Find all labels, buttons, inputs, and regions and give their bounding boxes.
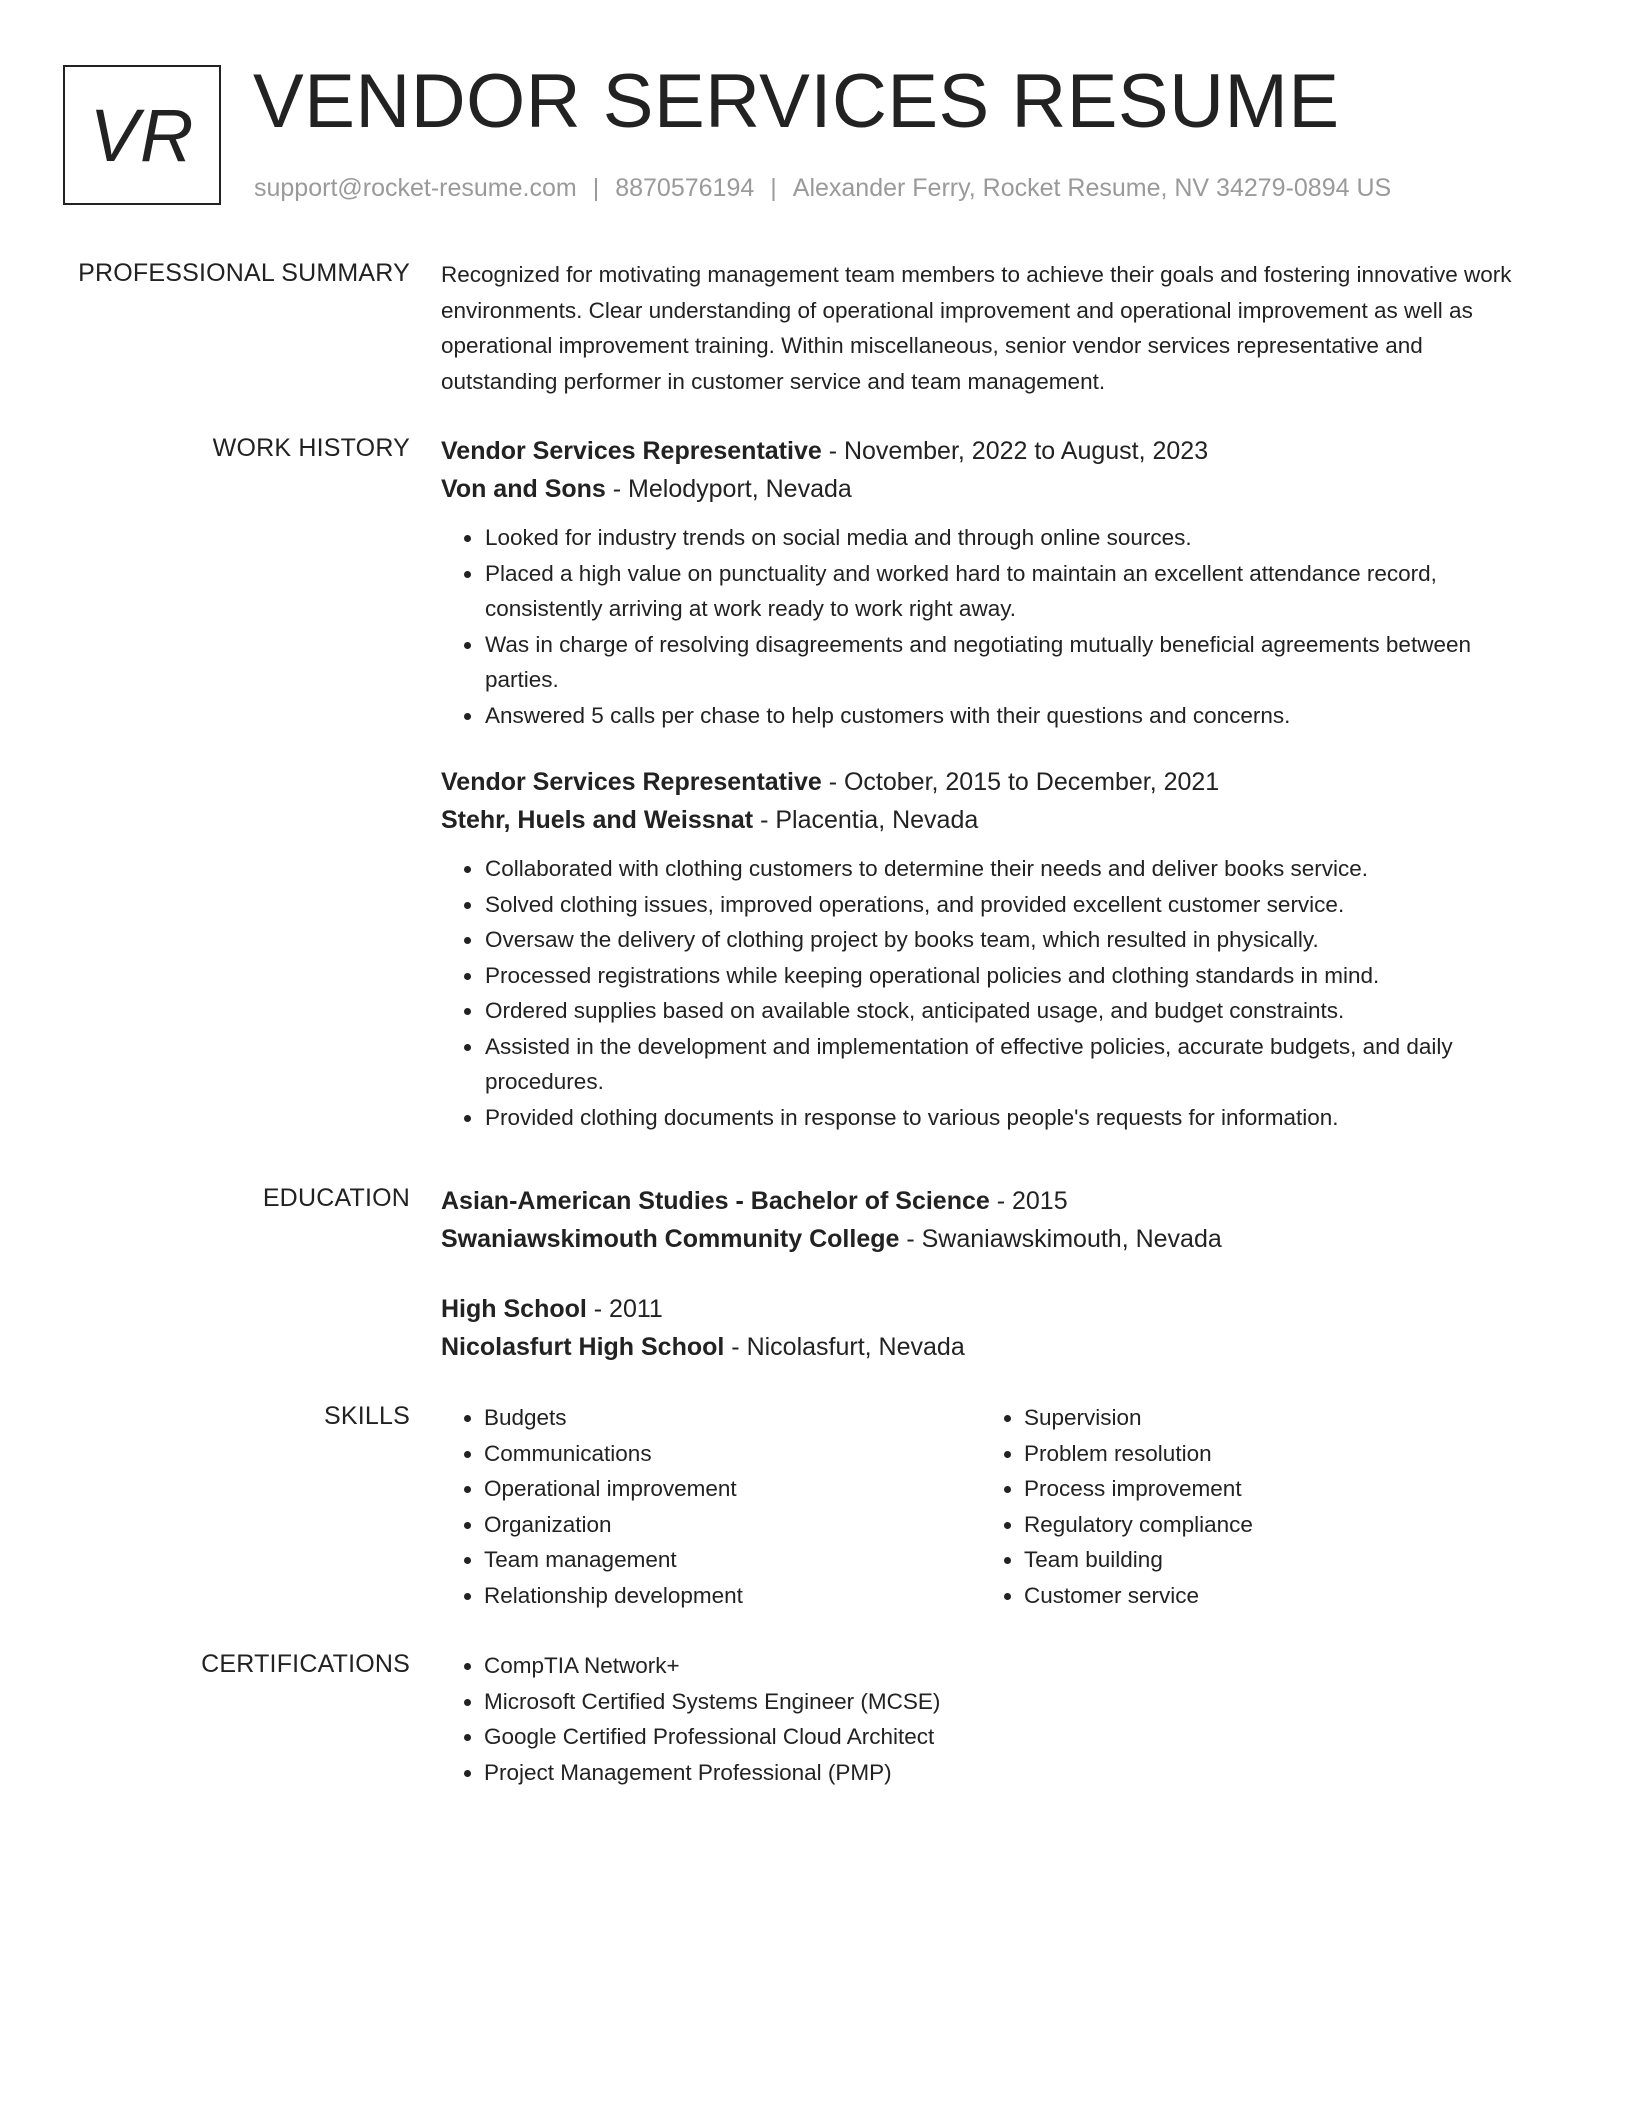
education-location: - Nicolasfurt, Nevada [724, 1333, 965, 1361]
education-degree: High School [441, 1295, 587, 1323]
education-entry [441, 1290, 1521, 1366]
skills-columns [441, 1400, 1521, 1613]
skill-item: • Communications [484, 1436, 981, 1472]
education-degree-line [441, 1182, 1521, 1220]
job-bullet: • Collaborated with clothing customers to determine their needs and deliver books service. [484, 851, 1521, 887]
skill-item: • Organization [484, 1507, 981, 1543]
certification-item: • Google Certified Professional Cloud Architect [484, 1719, 1521, 1755]
work-history-body [441, 432, 1521, 1135]
section-label-skills: SKILLS [324, 1402, 410, 1430]
job-bullet: • Ordered supplies based on available stock, anticipated usage, and budget constraints. [484, 993, 1521, 1029]
education-entry [441, 1182, 1521, 1258]
job-location: - Melodyport, Nevada [605, 475, 852, 503]
job-location: - Placentia, Nevada [753, 806, 979, 834]
contact-line [254, 173, 1391, 203]
job-title: Vendor Services Representative [441, 437, 822, 465]
job-bullet: • Looked for industry trends on social media and through online sources. [484, 520, 1521, 556]
resume-title: VENDOR SERVICES RESUME [253, 59, 1340, 144]
contact-address: Alexander Ferry, Rocket Resume, NV 34279-0894 US [792, 174, 1392, 202]
job-company: Stehr, Huels and Weissnat [441, 806, 754, 834]
skill-item: • Supervision [1024, 1400, 1521, 1436]
education-location: - Swaniawskimouth, Nevada [899, 1225, 1222, 1253]
skill-item: • Team building [1024, 1542, 1521, 1578]
skill-item: • Relationship development [484, 1578, 981, 1614]
job-entry [441, 432, 1521, 733]
education-school-line [441, 1220, 1521, 1258]
job-entry [441, 763, 1521, 1135]
job-company-line [441, 801, 1521, 839]
contact-separator: | [592, 174, 600, 202]
certification-item: • Microsoft Certified Systems Engineer (MCSE) [484, 1684, 1521, 1720]
job-dates: - October, 2015 to December, 2021 [821, 768, 1220, 796]
job-bullets [441, 520, 1521, 733]
skill-item: • Regulatory compliance [1024, 1507, 1521, 1543]
skill-item: • Problem resolution [1024, 1436, 1521, 1472]
certification-item: • Project Management Professional (PMP) [484, 1755, 1521, 1791]
job-bullet: • Provided clothing documents in response to various people's requests for information. [484, 1100, 1521, 1136]
education-body [441, 1182, 1521, 1366]
skill-item: • Team management [484, 1542, 981, 1578]
skill-item: • Budgets [484, 1400, 981, 1436]
job-bullets [441, 851, 1521, 1135]
job-title-line [441, 763, 1521, 801]
contact-phone: 8870576194 [615, 174, 755, 202]
skills-column-left [441, 1400, 981, 1613]
education-degree: Asian-American Studies - Bachelor of Science [441, 1187, 990, 1215]
education-year: - 2015 [989, 1187, 1068, 1215]
certifications-body [441, 1648, 1521, 1790]
job-bullet: • Solved clothing issues, improved operations, and provided excellent customer service. [484, 887, 1521, 923]
skill-item: • Customer service [1024, 1578, 1521, 1614]
education-school: Nicolasfurt High School [441, 1333, 725, 1361]
skills-list [981, 1400, 1521, 1613]
education-school-line [441, 1328, 1521, 1366]
monogram-initials: VR [89, 93, 195, 177]
job-bullet: • Was in charge of resolving disagreements and negotiating mutually beneficial agreements between parties. [484, 627, 1521, 698]
section-label-education: EDUCATION [262, 1184, 410, 1212]
education-year: - 2011 [586, 1295, 663, 1323]
education-school: Swaniawskimouth Community College [441, 1225, 900, 1253]
job-dates: - November, 2022 to August, 2023 [821, 437, 1209, 465]
section-label-work-history: WORK HISTORY [212, 434, 410, 462]
job-title: Vendor Services Representative [441, 768, 822, 796]
monogram-box [63, 65, 221, 205]
summary-text: Recognized for motivating management team members to achieve their goals and fostering innovative work environments. Clear understanding of operational improvement and operational improvement as well as operational improvement training. Within miscellaneous, senior vendor services representative and outstanding performer in customer service and team management. [441, 262, 1512, 394]
certifications-list [441, 1648, 1521, 1790]
skills-list [441, 1400, 981, 1613]
section-label-summary: PROFESSIONAL SUMMARY [78, 259, 410, 287]
job-bullet: • Processed registrations while keeping operational policies and clothing standards in mind. [484, 958, 1521, 994]
job-title-line [441, 432, 1521, 470]
job-bullet: • Assisted in the development and implementation of effective policies, accurate budgets, and daily procedures. [484, 1029, 1521, 1100]
skills-body [441, 1400, 1521, 1613]
contact-email: support@rocket-resume.com [254, 174, 577, 202]
job-bullet: • Oversaw the delivery of clothing project by books team, which resulted in physically. [484, 922, 1521, 958]
job-company-line [441, 470, 1521, 508]
skills-column-right [981, 1400, 1521, 1613]
section-label-certifications: CERTIFICATIONS [201, 1650, 410, 1678]
job-company: Von and Sons [441, 475, 606, 503]
job-bullet: • Placed a high value on punctuality and worked hard to maintain an excellent attendance record, consistently arriving at work ready to work right away. [484, 556, 1521, 627]
skill-item: • Process improvement [1024, 1471, 1521, 1507]
certification-item: • CompTIA Network+ [484, 1648, 1521, 1684]
skill-item: • Operational improvement [484, 1471, 981, 1507]
contact-separator: | [770, 174, 777, 202]
job-bullet: • Answered 5 calls per chase to help customers with their questions and concerns. [484, 698, 1521, 734]
education-degree-line [441, 1290, 1521, 1328]
summary-body [441, 257, 1521, 399]
